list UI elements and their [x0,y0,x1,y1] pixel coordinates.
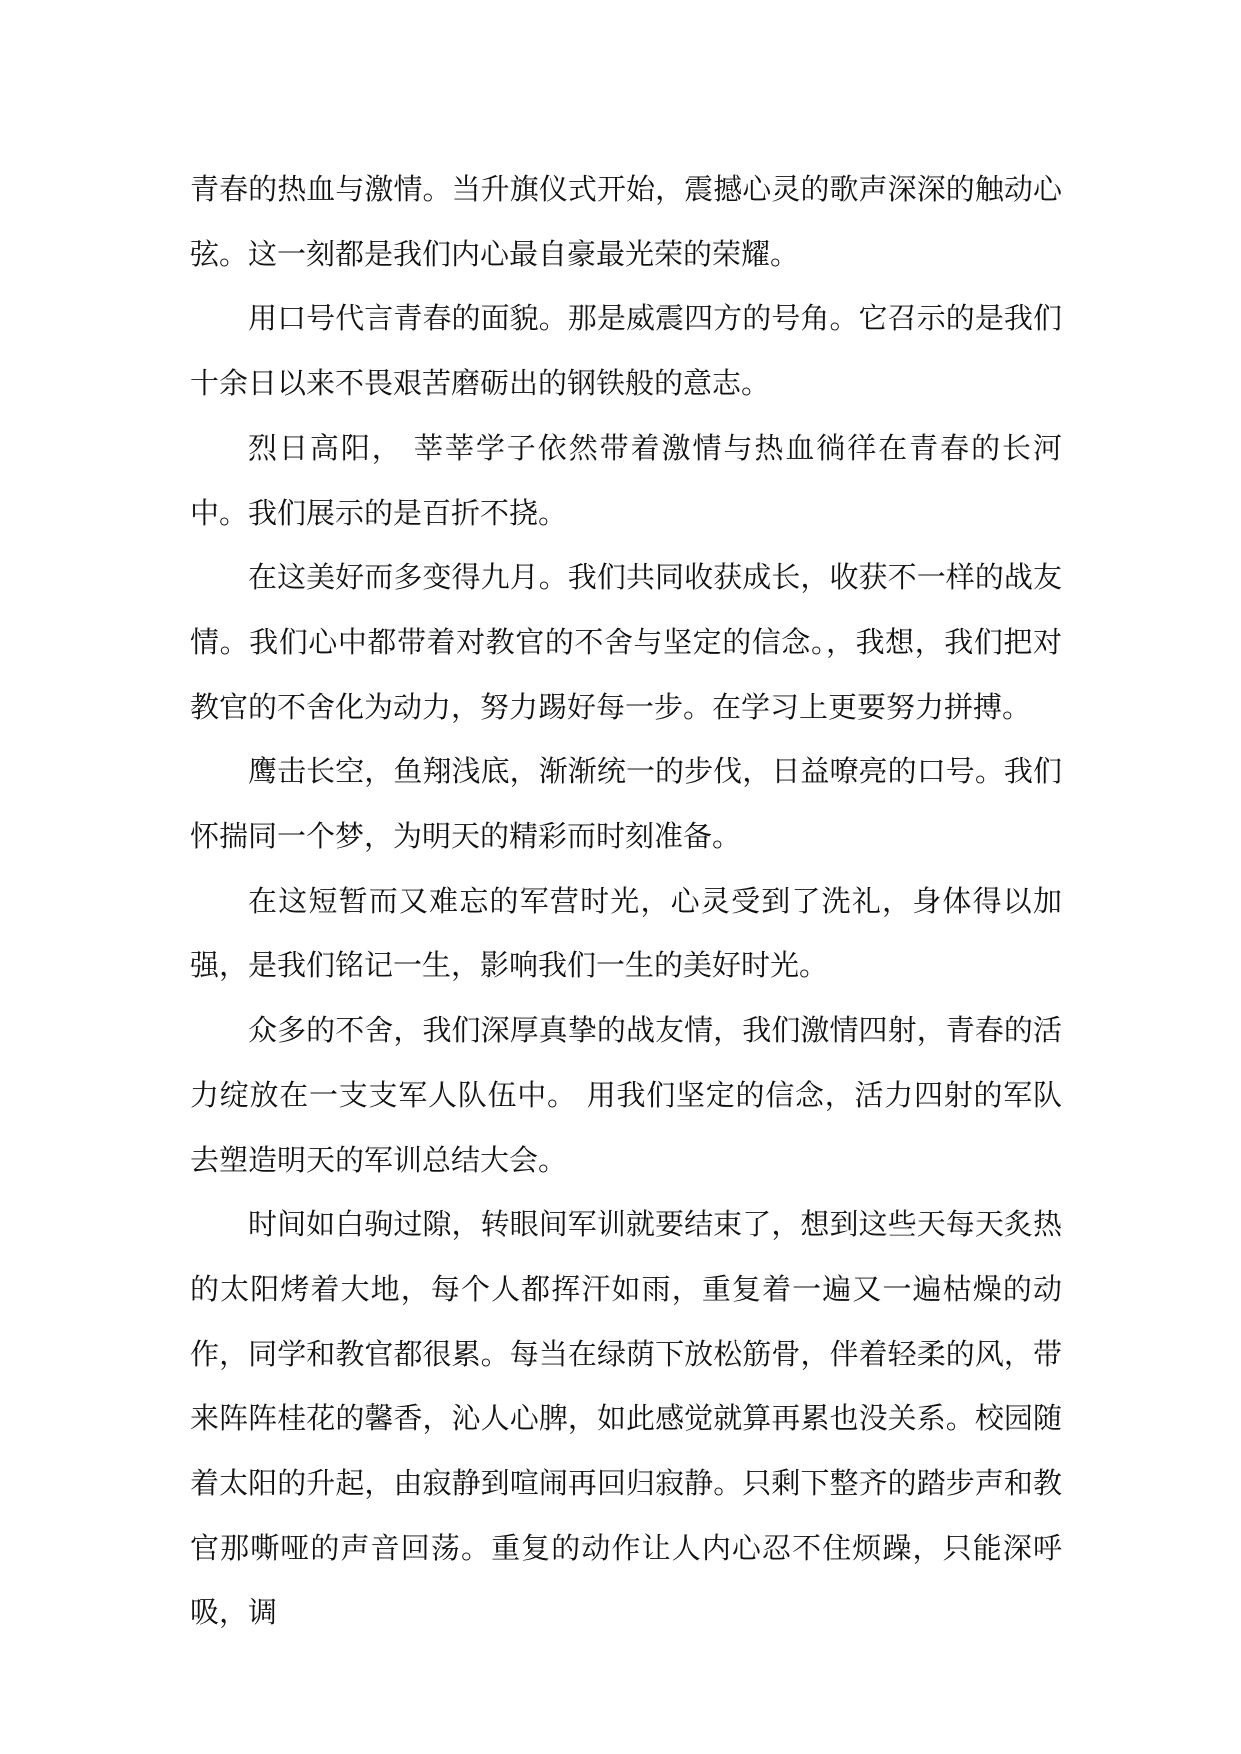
paragraph: 众多的不舍，我们深厚真挚的战友情，我们激情四射，青春的活力绽放在一支支军人队伍中。 用我们坚定的信念，活力四射的军队去塑造明天的军训总结大会。 [190,1013,1062,1177]
paragraph-continued: 青春的热血与激情。当升旗仪式开始，震撼心灵的歌声深深的触动心弦。这一刻都是我们内心最自豪最光荣的荣耀。 [190,172,1062,271]
paragraph: 烈日高阳， 莘莘学子依然带着激情与热血徜徉在青春的长河中。我们展示的是百折不挠。 [190,430,1062,530]
document-body [190,157,1062,1645]
paragraph: 用口号代言青春的面貌。那是威震四方的号角。它召示的是我们十余日以来不畏艰苦磨砺出的钢铁般的意志。 [190,301,1062,401]
paragraph: 鹰击长空，鱼翔浅底，渐渐统一的步伐，日益嘹亮的口号。我们怀揣同一个梦，为明天的精彩而时刻准备。 [190,754,1062,854]
paragraph: 在这短暂而又难忘的军营时光，心灵受到了洗礼，身体得以加强，是我们铭记一生，影响我们一生的美好时光。 [190,883,1062,983]
paragraph: 在这美好而多变得九月。我们共同收获成长，收获不一样的战友情。我们心中都带着对教官的不舍与坚定的信念。，我想，我们把对教官的不舍化为动力，努力踢好每一步。在学习上更要努力拼搏。 [190,560,1062,724]
paragraph: 时间如白驹过隙，转眼间军训就要结束了，想到这些天每天炙热的太阳烤着大地，每个人都挥汗如雨，重复着一遍又一遍枯燥的动作，同学和教官都很累。每当在绿荫下放松筋骨，伴着轻柔的风，带来阵阵桂花的馨香，沁人心脾，如此感觉就算再累也没关系。校园随着太阳的升起，由寂静到喧闹再回归寂静。只剩下整齐的踏步声和教官那嘶哑的声音回荡。重复的动作让人内心忍不住烦躁，只能深呼吸，调 [190,1207,1062,1630]
